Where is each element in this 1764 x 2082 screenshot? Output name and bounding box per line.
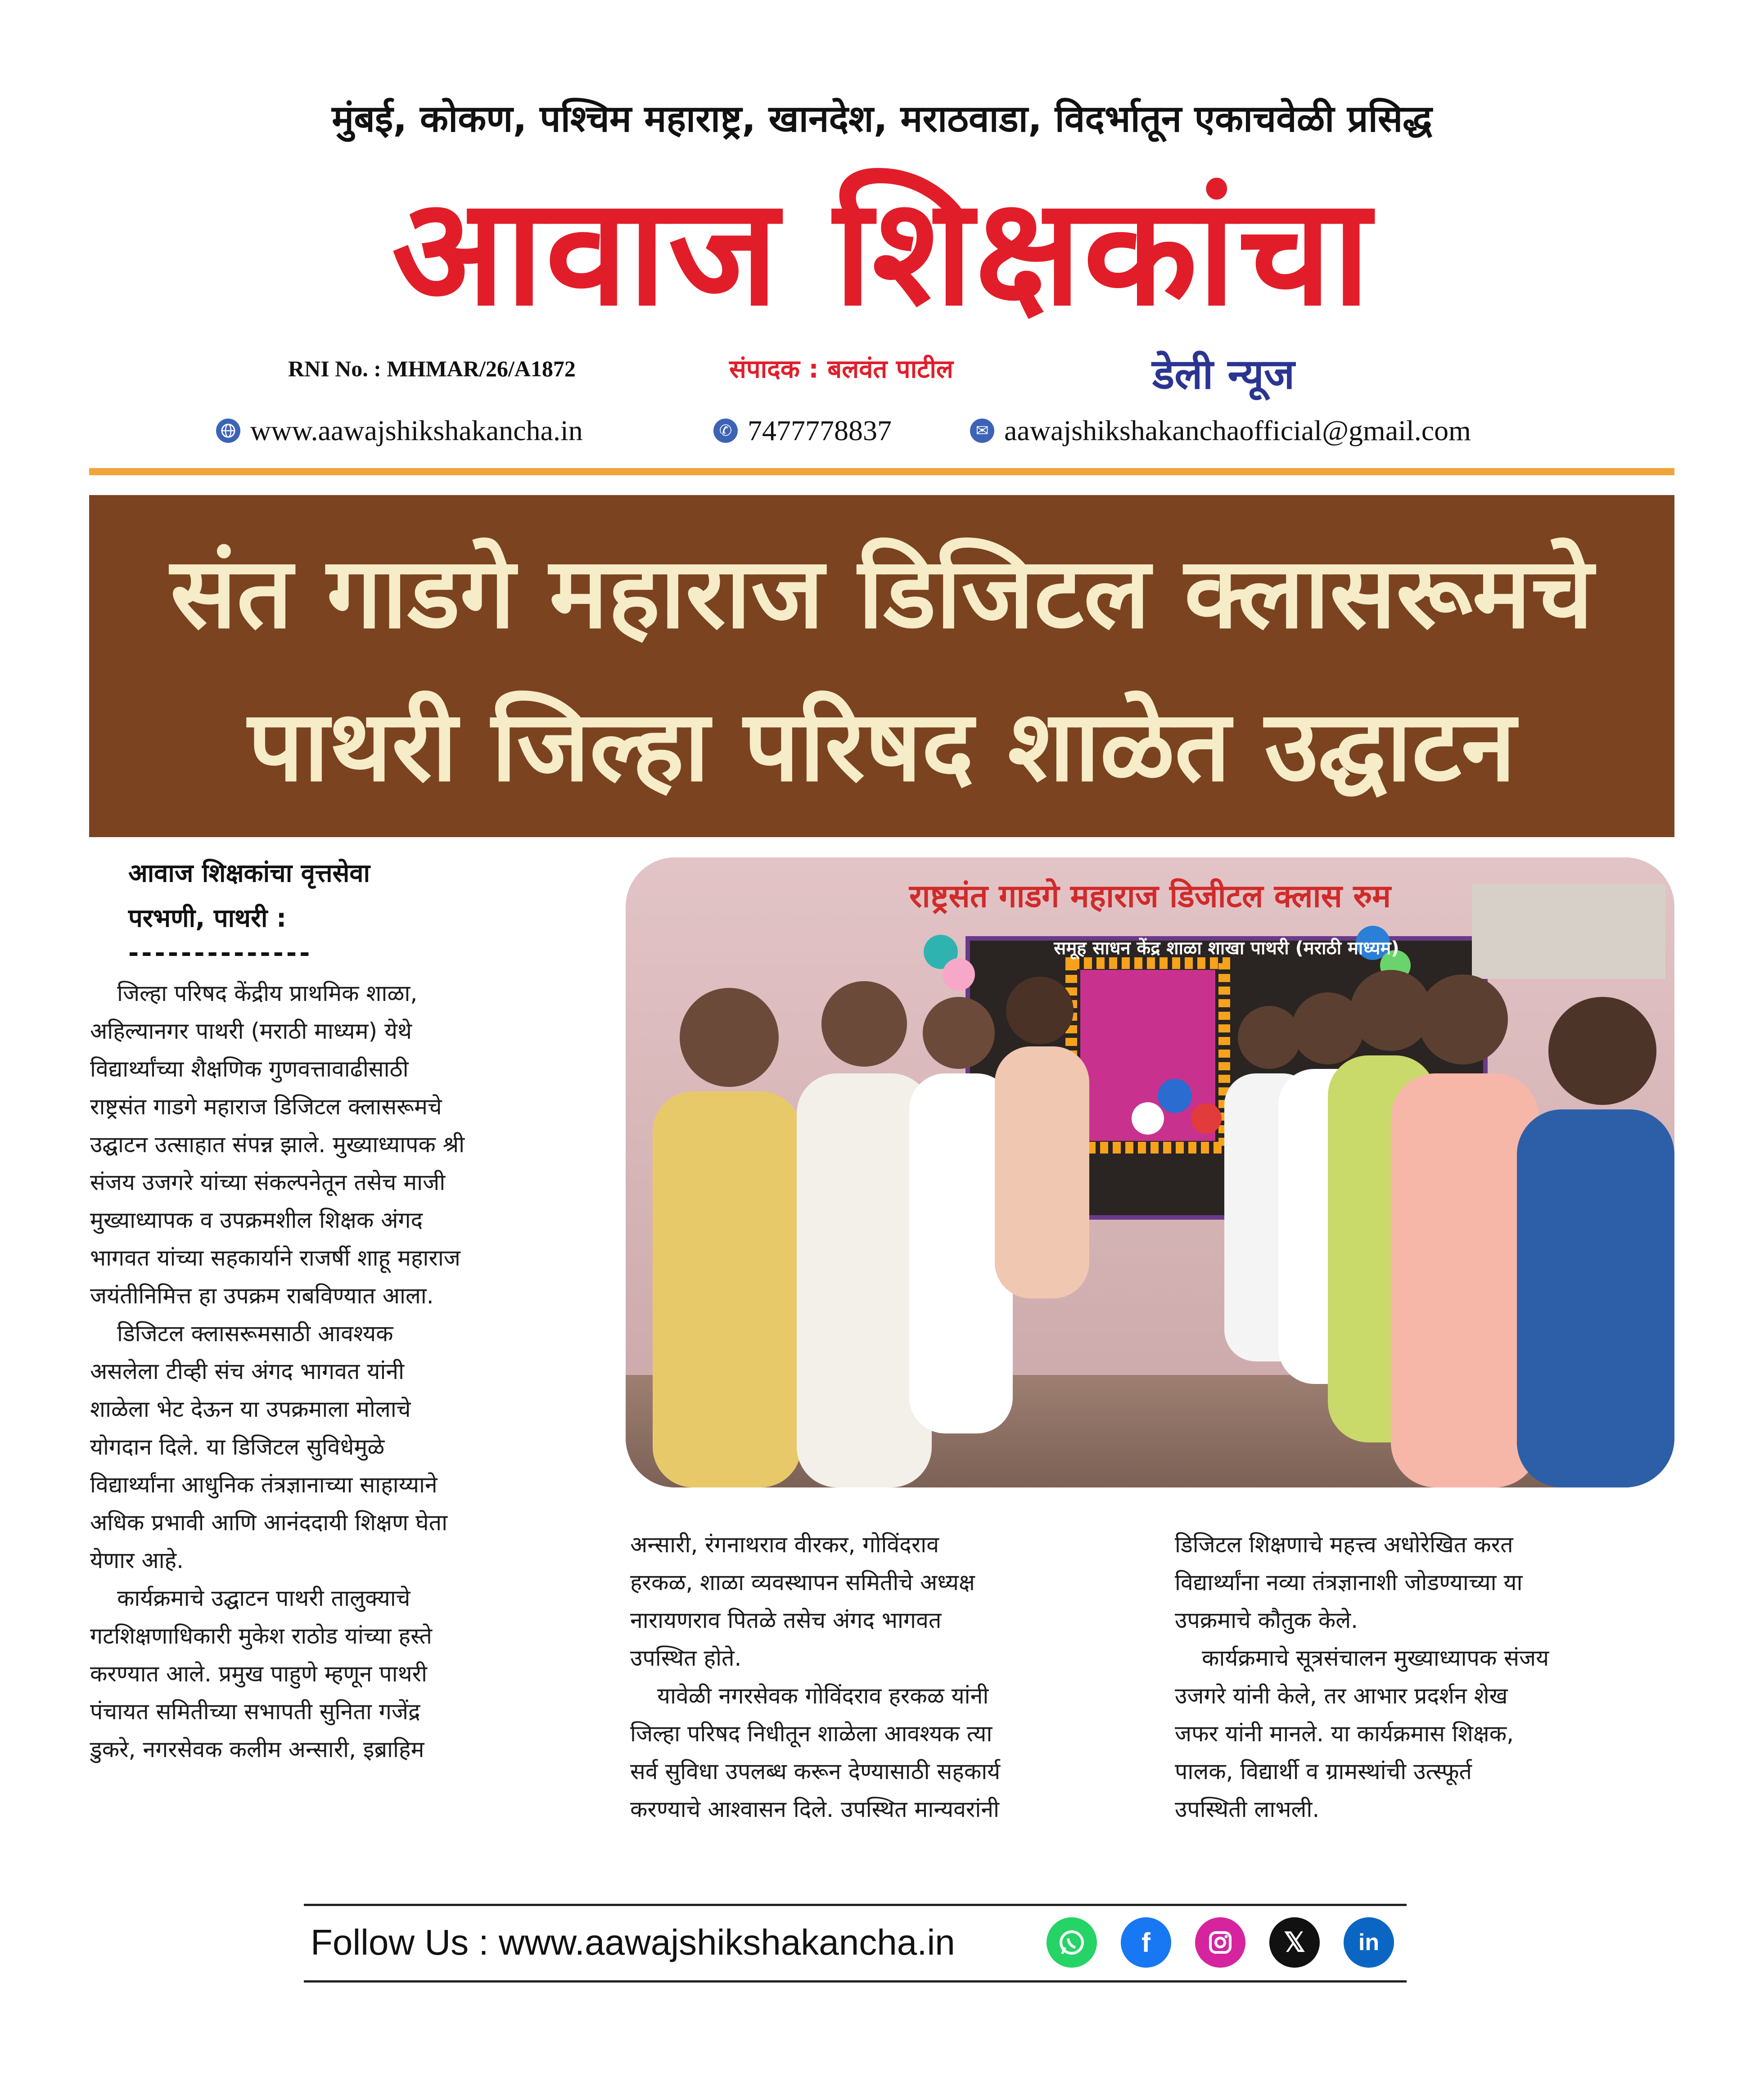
linkedin-icon[interactable]: in <box>1344 1917 1394 1968</box>
column-line: हरकळ, शाळा व्यवस्थापन समितीचे अध्यक्ष <box>630 1569 975 1595</box>
article-column-3 <box>1175 1526 1679 1828</box>
photo-board-sign: समूह साधन केंद्र शाळा शाखा पाथरी (मराठी माध्यम) <box>1054 938 1399 959</box>
column-line: येणार आहे. <box>90 1547 184 1573</box>
column-line: उपक्रमाचे कौतुक केले. <box>1175 1607 1358 1633</box>
editor-credit: संपादक : बलवंत पाटील <box>729 355 953 384</box>
column-line: डुकरे, नगरसेवक कलीम अन्सारी, इब्राहिम <box>90 1736 424 1762</box>
column-line: जिल्हा परिषद केंद्रीय प्राथमिक शाळा, <box>117 980 418 1006</box>
email-contact[interactable] <box>970 414 1471 447</box>
footer-rule-top <box>304 1904 1407 1906</box>
column-line: नारायणराव पितळे तसेच अंगद भागवत <box>630 1607 942 1633</box>
whatsapp-icon[interactable] <box>1047 1917 1097 1968</box>
masthead-title: आवाज शिक्षकांचा <box>392 166 1372 338</box>
instagram-icon[interactable] <box>1195 1917 1245 1968</box>
column-line: उजगरे यांनी केले, तर आभार प्रदर्शन शेख <box>1175 1683 1508 1709</box>
column-line: राष्ट्रसंत गाडगे महाराज डिजिटल क्लासरूमचे <box>90 1094 442 1120</box>
column-line: शाळेला भेट देऊन या उपक्रमाला मोलाचे <box>90 1396 411 1422</box>
column-line: विद्यार्थ्यांना नव्या तंत्रज्ञानाशी जोडण्याच्या या <box>1175 1569 1523 1595</box>
byline-rule: -------------- <box>128 938 313 968</box>
byline-place: परभणी, पाथरी : <box>128 904 287 933</box>
headline-line-1: संत गाडगे महाराज डिजिटल क्लासरूमचे <box>170 536 1593 650</box>
header-divider <box>89 468 1674 475</box>
edition-label: डेली न्यूज <box>1152 350 1295 398</box>
rni-number: RNI No. : MHMAR/26/A1872 <box>288 356 576 381</box>
column-line: कार्यक्रमाचे सूत्रसंचालन मुख्याध्यापक संजय <box>1202 1645 1549 1671</box>
column-line: उद्घाटन उत्साहात संपन्न झाले. मुख्याध्यापक श्री <box>90 1131 465 1158</box>
website-contact[interactable] <box>216 414 583 447</box>
follow-us-link[interactable]: Follow Us : www.aawajshikshakancha.in <box>311 1922 955 1962</box>
column-line: योगदान दिले. या डिजिटल सुविधेमुळे <box>90 1434 385 1460</box>
column-line: यावेळी नगरसेवक गोविंदराव हरकळ यांनी <box>657 1683 989 1709</box>
phone-icon: ✆ <box>713 419 738 443</box>
event-photo <box>626 857 1674 1487</box>
website-link[interactable]: www.aawajshikshakancha.in <box>250 415 583 446</box>
tagline: मुंबई, कोकण, पश्चिम महाराष्ट्र, खानदेश, मराठवाडा, विदर्भातून एकाचवेळी प्रसिद्ध <box>332 98 1432 140</box>
article-column-1 <box>90 974 585 1768</box>
column-line: उपस्थित होते. <box>630 1645 742 1671</box>
column-line: भागवत यांच्या सहकार्याने राजर्षी शाहू महाराज <box>90 1245 460 1271</box>
column-line: जयंतीनिमित्त हा उपक्रम राबविण्यात आला. <box>90 1283 434 1309</box>
footer-rule-bottom <box>304 1980 1407 1983</box>
byline-service: आवाज शिक्षकांचा वृत्तसेवा <box>128 859 370 888</box>
column-line: पालक, विद्यार्थी व ग्रामस्थांची उत्स्फूर्त <box>1175 1758 1472 1785</box>
column-line: अन्सारी, रंगनाथराव वीरकर, गोविंदराव <box>630 1532 939 1558</box>
phone-contact[interactable] <box>713 414 892 447</box>
column-line: कार्यक्रमाचे उद्घाटन पाथरी तालुक्याचे <box>117 1585 411 1611</box>
column-line: जिल्हा परिषद निधीतून शाळेला आवश्यक त्या <box>630 1721 993 1747</box>
column-line: अहिल्यानगर पाथरी (मराठी माध्यम) येथे <box>90 1018 412 1044</box>
mail-icon: ✉ <box>970 419 994 443</box>
column-line: मुख्याध्यापक व उपक्रमशील शिक्षक अंगद <box>90 1207 423 1233</box>
x-icon[interactable]: 𝕏 <box>1269 1917 1320 1968</box>
column-line: उपस्थिती लाभली. <box>1175 1796 1320 1822</box>
article-column-2 <box>630 1526 1148 1828</box>
column-line: जफर यांनी मानले. या कार्यक्रमास शिक्षक, <box>1175 1721 1514 1747</box>
column-line: संजय उजगरे यांच्या संकल्पनेतून तसेच माजी <box>90 1169 446 1195</box>
headline-line-2: पाथरी जिल्हा परिषद शाळेत उद्घाटन <box>248 689 1516 803</box>
phone-number[interactable]: 7477778837 <box>748 415 892 446</box>
column-line: गटशिक्षणाधिकारी मुकेश राठोड यांच्या हस्ते <box>90 1623 432 1649</box>
column-line: असलेला टीव्ही संच अंगद भागवत यांनी <box>90 1358 404 1384</box>
column-line: पंचायत समितीच्या सभापती सुनिता गजेंद्र <box>90 1699 420 1725</box>
headline-banner <box>89 495 1674 837</box>
column-line: विद्यार्थ्यांना आधुनिक तंत्रज्ञानाच्या साहाय्याने <box>90 1472 438 1498</box>
column-line: सर्व सुविधा उपलब्ध करून देण्यासाठी सहकार्य <box>630 1758 1001 1785</box>
facebook-icon[interactable]: f <box>1121 1917 1171 1968</box>
globe-icon <box>216 419 240 443</box>
column-line: विद्यार्थ्यांच्या शैक्षणिक गुणवत्तावाढीसाठी <box>90 1056 409 1082</box>
column-line: करण्यात आले. प्रमुख पाहुणे म्हणून पाथरी <box>90 1661 427 1687</box>
email-address[interactable]: aawajshikshakanchaofficial@gmail.com <box>1004 415 1471 446</box>
column-line: करण्याचे आश्वासन दिले. उपस्थित मान्यवरांनी <box>630 1796 999 1822</box>
column-line: डिजिटल क्लासरूमसाठी आवश्यक <box>117 1320 393 1347</box>
photo-banner-text: राष्ट्रसंत गाडगे महाराज डिजीटल क्लास रुम <box>909 878 1391 915</box>
column-line: अधिक प्रभावी आणि आनंददायी शिक्षण घेता <box>90 1510 448 1536</box>
column-line: डिजिटल शिक्षणाचे महत्त्व अधोरेखित करत <box>1175 1532 1513 1558</box>
